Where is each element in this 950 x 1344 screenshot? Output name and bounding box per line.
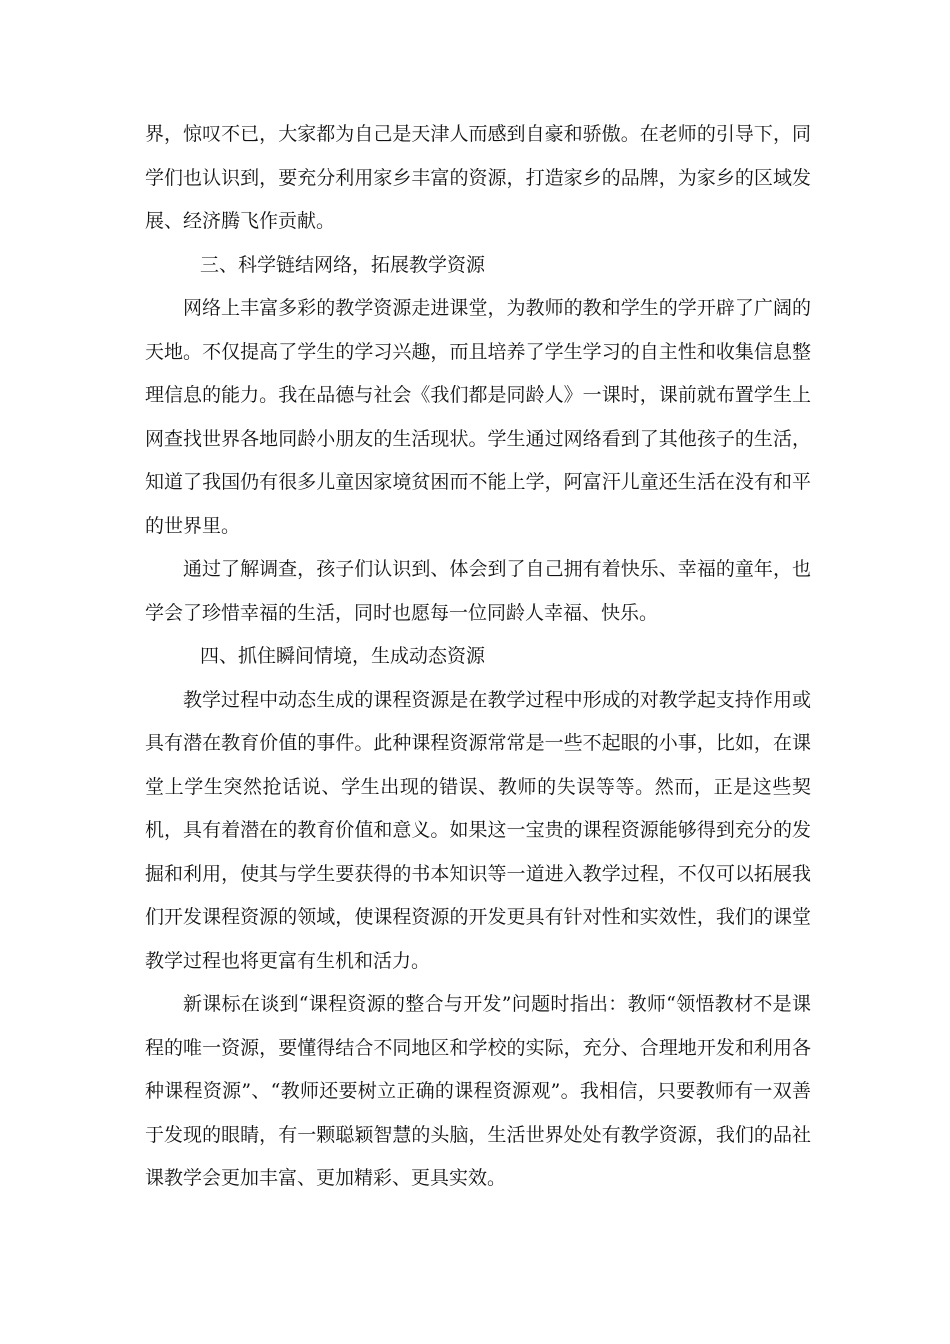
paragraph: 通过了解调查，孩子们认识到、体会到了自己拥有着快乐、幸福的童年，也学会了珍惜幸福的生活，同时也愿每一位同龄人幸福、快乐。 — [145, 558, 811, 624]
paragraph: 教学过程中动态生成的课程资源是在教学过程中形成的对教学起支持作用或具有潜在教育价值的事件。此种课程资源常常是一些不起眼的小事，比如，在课堂上学生突然抢话说、学生出现的错误、教师的失误等等。然而，正是这些契机，具有着潜在的教育价值和意义。如果这一宝贵的课程资源能够得到充分的发掘和利用，使其与学生要获得的书本知识等一道进入教学过程，不仅可以拓展我们开发课程资源的领域，使课程资源的开发更具有针对性和实效性，我们的课堂教学过程也将更富有生机和活力。 — [145, 688, 811, 972]
section-heading-3: 三、科学链结网络，拓展教学资源 — [200, 253, 486, 276]
document-body — [145, 113, 811, 1201]
paragraph: 新课标在谈到“课程资源的整合与开发”问题时指出：教师“领悟教材不是课程的唯一资源，要懂得结合不同地区和学校的实际，充分、合理地开发和利用各种课程资源”、“教师还要树立正确的课程资源观”。我相信，只要教师有一双善于发现的眼睛，有一颗聪颖智慧的头脑，生活世界处处有教学资源，我们的品社课教学会更加丰富、更加精彩、更具实效。 — [145, 993, 811, 1189]
paragraph: 网络上丰富多彩的教学资源走进课堂，为教师的教和学生的学开辟了广阔的天地。不仅提高了学生的学习兴趣，而且培养了学生学习的自主性和收集信息整理信息的能力。我在品德与社会《我们都是同龄人》一课时，课前就布置学生上网查找世界各地同龄小朋友的生活现状。学生通过网络看到了其他孩子的生活，知道了我国仍有很多儿童因家境贫困而不能上学，阿富汗儿童还生活在没有和平的世界里。 — [145, 297, 811, 537]
section-heading-4: 四、抓住瞬间情境，生成动态资源 — [200, 645, 486, 667]
paragraph-continued: 界，惊叹不已，大家都为自己是天津人而感到自豪和骄傲。在老师的引导下，同学们也认识到，要充分利用家乡丰富的资源，打造家乡的品牌，为家乡的区域发展、经济腾飞作贡献。 — [145, 123, 811, 232]
